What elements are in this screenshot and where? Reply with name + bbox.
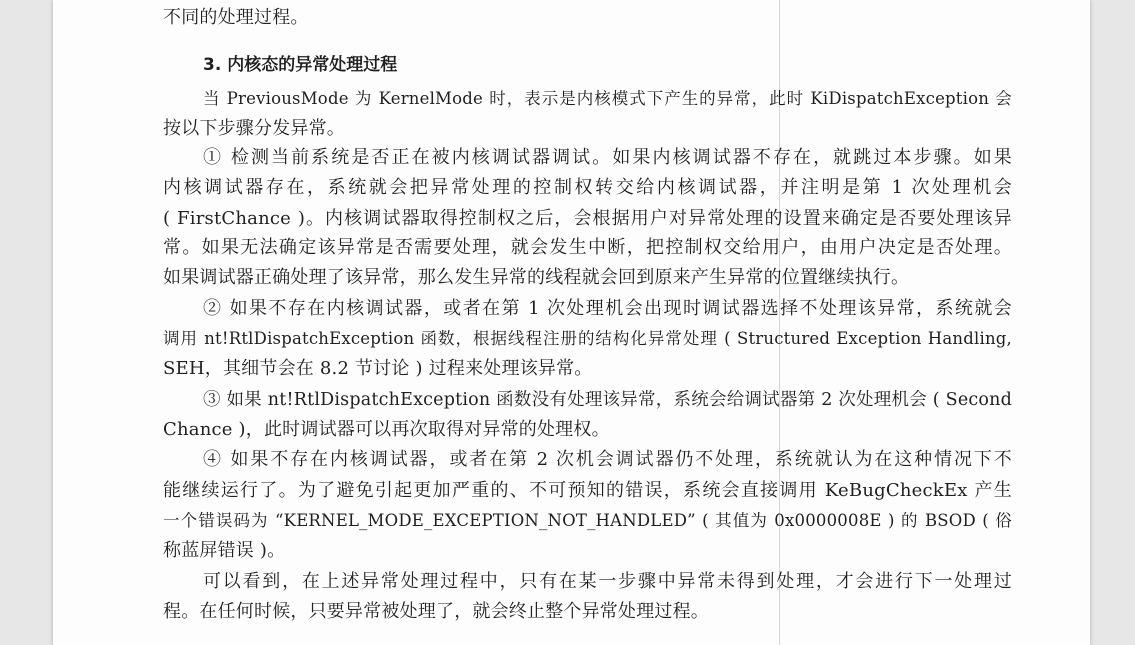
text-line: SEH，其细节会在 8.2 节讨论 ) 过程来处理该异常。	[163, 358, 593, 379]
text-line: 能继续运行了。为了避免引起更加严重的、不可预知的错误，系统会直接调用 KeBugCheckEx 产生	[163, 480, 1012, 501]
text-line: 调用 nt!RtlDispatchException 函数，根据线程注册的结构化异常处理 ( Structured Exception Handling,	[163, 329, 1012, 348]
text-line: ② 如果不存在内核调试器，或者在第 1 次处理机会出现时调试器选择不处理该异常，系统就会	[203, 298, 1012, 319]
text-line: 常。如果无法确定该异常是否需要处理，就会发生中断，把控制权交给用户，由用户决定是否处理。	[163, 237, 1012, 258]
text-line: 可以看到，在上述异常处理过程中，只有在某一步骤中异常未得到处理，才会进行下一处理过	[203, 571, 1012, 592]
text-line: 称蓝屏错误 )。	[163, 540, 286, 561]
text-line: 内核调试器存在，系统就会把异常处理的控制权转交给内核调试器，并注明是第 1 次处理机会	[163, 177, 1012, 198]
text-line: ③ 如果 nt!RtlDispatchException 函数没有处理该异常，系统会给调试器第 2 次处理机会 ( Second	[203, 390, 1012, 410]
text-line: 不同的处理过程。	[163, 7, 309, 28]
text-line: ( FirstChance )。内核调试器取得控制权之后，会根据用户对异常处理的设置来确定是否要处理该异	[163, 208, 1012, 229]
text-line: ④ 如果不存在内核调试器，或者在第 2 次机会调试器仍不处理，系统就认为在这种情况下不	[203, 449, 1012, 470]
text-line: 程。在任何时候，只要异常被处理了，就会终止整个异常处理过程。	[163, 601, 709, 622]
text-line: 一个错误码为 “KERNEL_MODE_EXCEPTION_NOT_HANDLED” ( 其值为 0x0000008E ) 的 BSOD ( 俗	[163, 511, 1012, 530]
text-line: ① 检测当前系统是否正在被内核调试器调试。如果内核调试器不存在，就跳过本步骤。如果	[203, 147, 1012, 168]
text-line: 按以下步骤分发异常。	[163, 118, 345, 139]
text-line: 当 PreviousMode 为 KernelMode 时，表示是内核模式下产生的异常，此时 KiDispatchException 会	[203, 89, 1012, 108]
document-page	[53, 0, 1090, 645]
text-line: Chance )，此时调试器可以再次取得对异常的处理权。	[163, 419, 610, 440]
text-line: 如果调试器正确处理了该异常，那么发生异常的线程就会回到原来产生异常的位置继续执行。	[163, 267, 910, 288]
section-heading: 3. 内核态的异常处理过程	[203, 55, 398, 75]
